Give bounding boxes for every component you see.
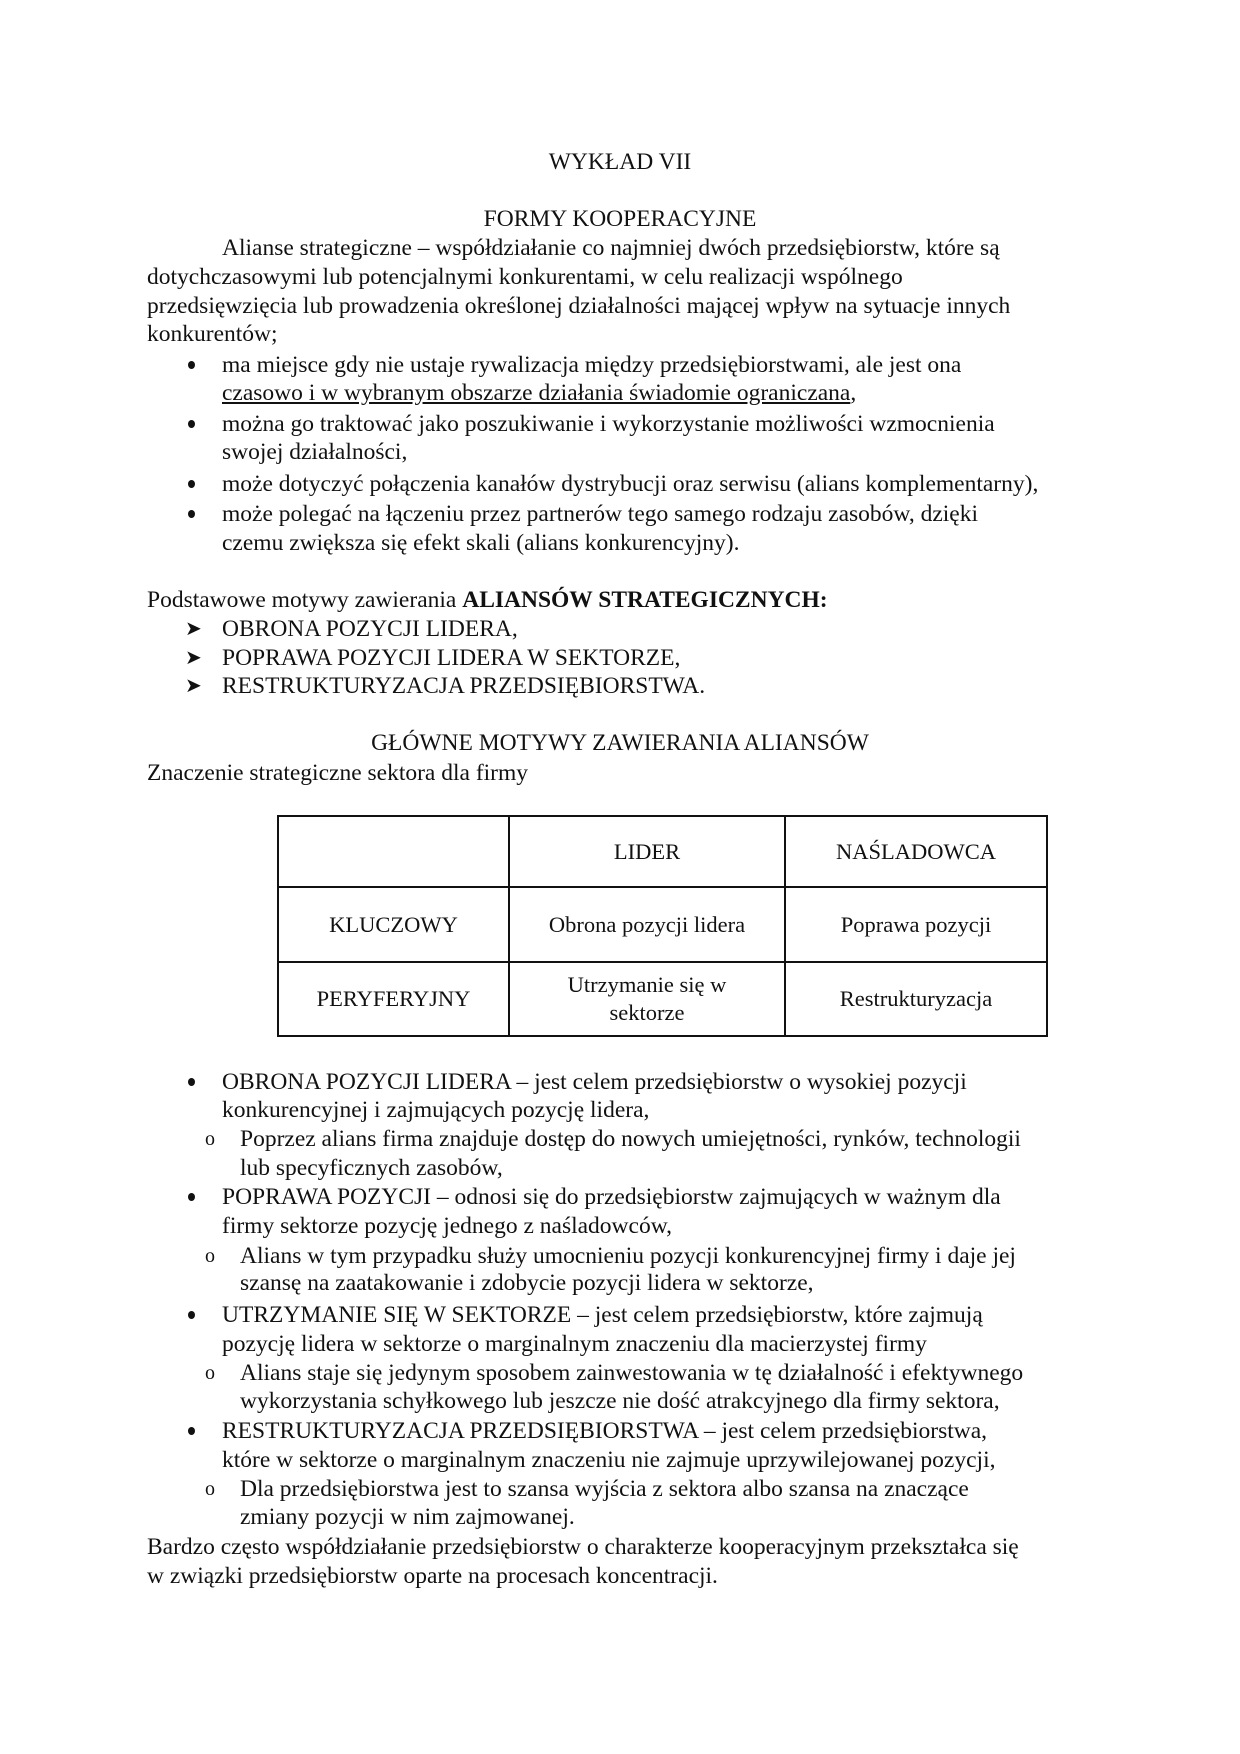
detail-sub: Alians w tym przypadku służy umocnieniu pozycji konkurencyjnej firmy i daje jej xyxy=(240,1243,1016,1269)
detail-head: UTRZYMANIE SIĘ W SEKTORZE xyxy=(222,1302,572,1328)
table-header-cell: NAŚLADOWCA xyxy=(785,816,1047,887)
intro-line: dotychczasowymi lub potencjalnymi konkurentami, w celu realizacji wspólnego xyxy=(147,264,903,290)
lecture-title: WYKŁAD VII xyxy=(548,149,692,175)
arrow-bullet-icon: ➤ xyxy=(185,618,202,640)
detail-sub: zmiany pozycji w nim zajmowanej. xyxy=(240,1504,575,1530)
intro-line: Alianse strategiczne – współdziałanie co najmniej dwóch przedsiębiorstw, które są xyxy=(222,235,1000,261)
bullet-icon xyxy=(188,420,195,428)
motive-item: OBRONA POZYCJI LIDERA, xyxy=(222,616,518,642)
detail-text: firmy sektorze pozycję jednego z naśladowców, xyxy=(222,1213,673,1239)
feature-item: swojej działalności, xyxy=(222,439,408,465)
punctuation: , xyxy=(850,380,857,406)
underlined-text: czasowo i w wybranym obszarze działania świadomie ograniczana xyxy=(222,380,851,406)
detail-item xyxy=(222,1183,1001,1212)
table-cell: PERYFERYJNY xyxy=(278,962,509,1036)
table-cell: Restrukturyzacja xyxy=(785,962,1047,1036)
detail-sub: wykorzystania schyłkowego lub jeszcze nie dość atrakcyjnego dla firmy sektora, xyxy=(240,1388,1000,1414)
bullet-icon xyxy=(188,1427,195,1435)
detail-head: RESTRUKTURYZACJA PRZEDSIĘBIORSTWA xyxy=(222,1418,698,1444)
detail-text: pozycję lidera w sektorze o marginalnym znaczeniu dla macierzystej firmy xyxy=(222,1331,927,1357)
bullet-icon xyxy=(188,1193,195,1201)
detail-text: – odnosi się do przedsiębiorstw zajmujących w ważnym dla xyxy=(431,1184,1001,1210)
bullet-icon xyxy=(188,510,195,518)
table-header-row xyxy=(278,816,1047,887)
detail-sub: Alians staje się jedynym sposobem zainwestowania w tę działalność i efektywnego xyxy=(240,1360,1024,1386)
detail-sub: Dla przedsiębiorstwa jest to szansa wyjścia z sektora albo szansa na znaczące xyxy=(240,1476,969,1502)
circle-bullet-icon: o xyxy=(205,1245,215,1267)
table-cell: Obrona pozycji lidera xyxy=(509,887,785,962)
bullet-icon xyxy=(188,1078,195,1086)
table-row xyxy=(278,887,1047,962)
bullet-icon xyxy=(188,1311,195,1319)
arrow-bullet-icon: ➤ xyxy=(185,675,202,697)
detail-item xyxy=(222,1068,967,1097)
detail-text: – jest celem przedsiębiorstw o wysokiej pozycji xyxy=(510,1069,967,1095)
circle-bullet-icon: o xyxy=(205,1362,215,1384)
detail-head: OBRONA POZYCJI LIDERA xyxy=(222,1069,511,1095)
detail-text: które w sektorze o marginalnym znaczeniu nie zajmuje uprzywilejowanej pozycji, xyxy=(222,1447,996,1473)
table-header-cell: LIDER xyxy=(509,816,785,887)
circle-bullet-icon: o xyxy=(205,1478,215,1500)
section-title: GŁÓWNE MOTYWY ZAWIERANIA ALIANSÓW xyxy=(371,730,869,756)
bullet-icon xyxy=(188,361,195,369)
feature-item: może dotyczyć połączenia kanałów dystrybucji oraz serwisu (alians komplementarny), xyxy=(222,471,1039,497)
page-title: FORMY KOOPERACYJNE xyxy=(483,206,757,232)
feature-item: ma miejsce gdy nie ustaje rywalizacja między przedsiębiorstwami, ale jest ona xyxy=(222,352,962,378)
feature-item: można go traktować jako poszukiwanie i wykorzystanie możliwości wzmocnienia xyxy=(222,411,995,437)
table-cell: KLUCZOWY xyxy=(278,887,509,962)
closing-line: Bardzo często współdziałanie przedsiębiorstw o charakterze kooperacyjnym przekształca się xyxy=(147,1534,1019,1560)
detail-item xyxy=(222,1301,983,1330)
table-header-cell xyxy=(278,816,509,887)
detail-sub: Poprzez alians firma znajduje dostęp do nowych umiejętności, rynków, technologii xyxy=(240,1126,1021,1152)
intro-line: przedsięwzięcia lub prowadzenia określonej działalności mającej wpływ na sytuacje innych xyxy=(147,293,1011,319)
motive-item: RESTRUKTURYZACJA PRZEDSIĘBIORSTWA. xyxy=(222,673,706,699)
closing-line: w związki przedsiębiorstw oparte na procesach koncentracji. xyxy=(147,1563,718,1589)
detail-text: – jest celem przedsiębiorstw, które zajmują xyxy=(571,1302,983,1328)
motive-item: POPRAWA POZYCJI LIDERA W SEKTORZE, xyxy=(222,645,681,671)
detail-sub: szansę na zaatakowanie i zdobycie pozycji lidera w sektorze, xyxy=(240,1270,814,1296)
detail-head: POPRAWA POZYCJI xyxy=(222,1184,432,1210)
motives-table xyxy=(277,815,1048,1037)
arrow-bullet-icon: ➤ xyxy=(185,647,202,669)
feature-item: może polegać na łączeniu przez partnerów tego samego rodzaju zasobów, dzięki xyxy=(222,501,979,527)
table-cell: Poprawa pozycji xyxy=(785,887,1047,962)
bullet-icon xyxy=(188,480,195,488)
table-caption: Znaczenie strategiczne sektora dla firmy xyxy=(147,760,529,786)
detail-text: konkurencyjnej i zajmujących pozycję lidera, xyxy=(222,1097,650,1123)
motives-lead: Podstawowe motywy zawierania xyxy=(147,587,463,613)
detail-item xyxy=(222,1417,987,1446)
motives-lead-bold: ALIANSÓW STRATEGICZNYCH: xyxy=(462,587,828,613)
intro-line: konkurentów; xyxy=(147,321,278,347)
detail-text: – jest celem przedsiębiorstwa, xyxy=(697,1418,988,1444)
table-row xyxy=(278,962,1047,1036)
motives-heading xyxy=(147,586,828,615)
detail-sub: lub specyficznych zasobów, xyxy=(240,1155,503,1181)
circle-bullet-icon: o xyxy=(205,1128,215,1150)
feature-item: czemu zwiększa się efekt skali (alians konkurencyjny). xyxy=(222,530,740,556)
feature-item xyxy=(222,379,856,408)
table-cell: Utrzymanie się w sektorze xyxy=(509,962,785,1036)
